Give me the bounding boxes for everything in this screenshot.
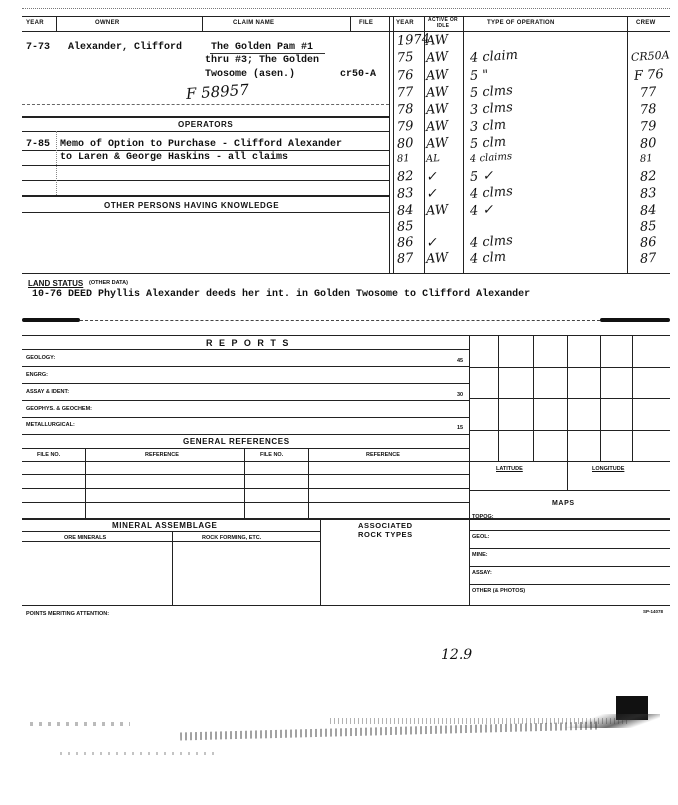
op-year: 84 (396, 202, 415, 219)
header-year2: YEAR (396, 20, 414, 26)
op-type: 5 clms (469, 83, 514, 101)
rock-forming-label: ROCK FORMING, ETC. (202, 535, 262, 541)
op-status: AW (425, 135, 449, 152)
form-number: SP-14078 (643, 609, 664, 614)
handwritten-page-number: 12.9 (441, 647, 473, 663)
op-year: 86 (396, 234, 415, 251)
map-label: OTHER (& PHOTOS) (472, 588, 526, 594)
associated-line-1: ASSOCIATED (358, 521, 413, 530)
op-type: 4 clms (469, 233, 514, 251)
latitude-label: LATITUDE (496, 466, 523, 472)
report-label: ENGRG: (26, 372, 48, 378)
op-crew: 80 (639, 135, 658, 152)
op-crew: 84 (639, 202, 658, 219)
map-label: MINE: (472, 552, 488, 558)
op-type: 3 clm (469, 117, 507, 135)
op-year: 76 (396, 67, 415, 84)
op-year: 79 (396, 118, 415, 135)
report-label: GEOLOGY: (26, 355, 56, 361)
op-year: 81 (396, 153, 411, 165)
land-status-title: LAND STATUS (28, 279, 84, 288)
op-type: 4 claim (469, 47, 519, 66)
op-year: 80 (396, 135, 415, 152)
op-status: AW (425, 250, 449, 267)
op-type: 4 claims (469, 151, 513, 165)
gr-col-ref-2: REFERENCE (366, 452, 400, 458)
record-file: cr50-A (340, 69, 377, 80)
op-status: AW (425, 202, 449, 219)
op-crew: 83 (639, 185, 658, 202)
op-year: 1974 (396, 31, 431, 49)
op-crew: 81 (639, 153, 654, 165)
op-status: ✓ (425, 235, 438, 251)
operators-line-1: Memo of Option to Purchase - Clifford Alexander (60, 139, 343, 150)
claim-line-1: The Golden Pam #1 (211, 42, 314, 53)
header-year: YEAR (26, 20, 44, 26)
op-year: 83 (396, 185, 415, 202)
header-file: FILE (359, 20, 374, 26)
report-num: 45 (457, 358, 464, 364)
op-type: 5 " (469, 67, 489, 84)
reports-title: R E P O R T S (206, 338, 291, 348)
op-year: 87 (396, 250, 415, 267)
mineral-assemblage-title: MINERAL ASSEMBLAGE (112, 521, 218, 530)
map-label: GEOL: (472, 534, 490, 540)
op-status: AW (425, 101, 449, 118)
op-crew: 77 (639, 84, 658, 101)
maps-title: MAPS (552, 500, 575, 507)
report-num: 15 (457, 425, 464, 431)
report-label: METALLURGICAL: (26, 422, 75, 428)
op-year: 75 (396, 49, 415, 66)
header-owner: OWNER (95, 20, 120, 26)
points-meriting-attention: POINTS MERITING ATTENTION: (26, 611, 110, 617)
op-status: AW (425, 32, 449, 49)
operators-title: OPERATORS (178, 120, 234, 129)
op-status: AW (425, 118, 449, 135)
op-year: 85 (396, 218, 415, 235)
op-crew: 87 (639, 250, 658, 267)
op-crew: F 76 (633, 66, 665, 84)
report-label: ASSAY & IDENT: (26, 389, 70, 395)
header-claim-name: CLAIM NAME (233, 20, 275, 26)
map-label: TOPOG: (472, 514, 494, 520)
handwritten-file-number: F 58957 (185, 80, 250, 103)
op-crew: 79 (639, 118, 658, 135)
header-crew: CREW (636, 20, 656, 26)
report-num: 30 (457, 392, 464, 398)
op-year: 82 (396, 168, 415, 185)
op-type: 4 clm (469, 249, 507, 267)
op-type: 5 ✓ (469, 168, 494, 185)
op-status: ✓ (425, 169, 438, 185)
header-type-of-operation: TYPE OF OPERATION (487, 20, 555, 26)
op-crew: CR50A (630, 48, 670, 64)
op-type: 4 ✓ (469, 202, 494, 219)
longitude-label: LONGITUDE (592, 466, 625, 472)
claim-line-2: thru #3; The Golden (205, 55, 320, 66)
gr-col-ref-1: REFERENCE (145, 452, 179, 458)
general-references-title: GENERAL REFERENCES (183, 437, 290, 446)
claim-line-3: Twosome (asen.) (205, 69, 296, 80)
op-status: ✓ (425, 186, 438, 202)
gr-col-file-2: FILE NO. (260, 452, 284, 458)
op-year: 77 (396, 84, 415, 101)
record-year: 7-73 (26, 42, 51, 53)
operators-line-2: to Laren & George Haskins - all claims (60, 152, 289, 163)
op-crew: 78 (639, 101, 658, 118)
op-status: AL (425, 153, 441, 165)
ore-minerals-label: ORE MINERALS (64, 535, 107, 541)
op-type: 4 clms (469, 184, 514, 202)
header-active-idle: ACTIVE OR IDLE (428, 17, 458, 29)
map-label: ASSAY: (472, 570, 492, 576)
op-type: 3 clms (469, 100, 514, 118)
op-year: 78 (396, 101, 415, 118)
land-status-text: 10-76 DEED Phyllis Alexander deeds her int. in Golden Twosome to Clifford Alexander (32, 289, 531, 300)
op-status: AW (425, 49, 449, 66)
op-status: AW (425, 84, 449, 101)
gr-col-file-1: FILE NO. (37, 452, 61, 458)
op-crew: 86 (639, 234, 658, 251)
report-label: GEOPHYS. & GEOCHEM: (26, 406, 93, 412)
other-persons-title: OTHER PERSONS HAVING KNOWLEDGE (104, 201, 280, 210)
op-type: 5 clm (469, 134, 507, 152)
associated-line-2: ROCK TYPES (358, 530, 413, 539)
land-status-subtitle: (OTHER DATA) (89, 280, 128, 286)
operators-year: 7-85 (26, 139, 51, 150)
op-crew: 82 (639, 168, 658, 185)
op-crew: 85 (639, 218, 658, 235)
record-owner: Alexander, Clifford (68, 42, 183, 53)
op-status: AW (425, 67, 449, 84)
